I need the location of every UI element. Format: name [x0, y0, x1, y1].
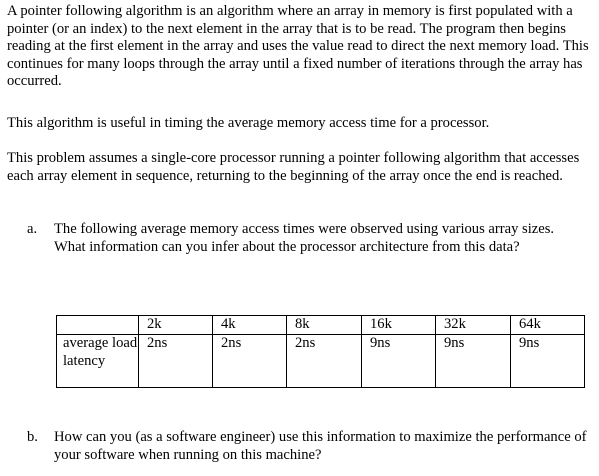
table-header-cell: 64k [511, 316, 585, 335]
table-row [57, 335, 585, 388]
table-cell: 9ns [436, 335, 511, 388]
question-b-marker: b. [27, 429, 38, 445]
question-b-text: How can you (as a software engineer) use this information to maximize the performance of your software when running on this machine? [54, 429, 587, 463]
table-header-row [57, 316, 585, 335]
table-cell: 2ns [139, 335, 213, 388]
table-header-cell: 16k [362, 316, 436, 335]
assumption-paragraph: This problem assumes a single-core processor running a pointer following algorithm that accesses each array element in sequence, returning to the beginning of the array once the end is reached. [7, 150, 580, 184]
question-a [27, 221, 587, 256]
intro-paragraph: A pointer following algorithm is an algorithm where an array in memory is first populated with a pointer (or an index) to the next element in the array that is to be read. The program then begins reading at the first element in the array and uses the value read to direct the next memory load. This continues for many loops through the array until a fixed number of iterations through the array has occurred. [7, 3, 589, 90]
question-b [27, 429, 587, 464]
table-cell: 2ns [287, 335, 362, 388]
table-cell: 9ns [362, 335, 436, 388]
question-a-marker: a. [27, 221, 38, 237]
table-corner-cell [57, 316, 139, 335]
question-a-text: The following average memory access times were observed using various array sizes. What information can you infer about the processor architecture from this data? [54, 221, 555, 255]
table-header-cell: 2k [139, 316, 213, 335]
table-cell: 2ns [213, 335, 287, 388]
table-row-label: average load latency [57, 335, 139, 388]
table-header-cell: 4k [213, 316, 287, 335]
usefulness-paragraph: This algorithm is useful in timing the average memory access time for a processor. [7, 115, 490, 131]
latency-table [56, 315, 585, 388]
table-cell: 9ns [511, 335, 585, 388]
table-header-cell: 32k [436, 316, 511, 335]
table-header-cell: 8k [287, 316, 362, 335]
